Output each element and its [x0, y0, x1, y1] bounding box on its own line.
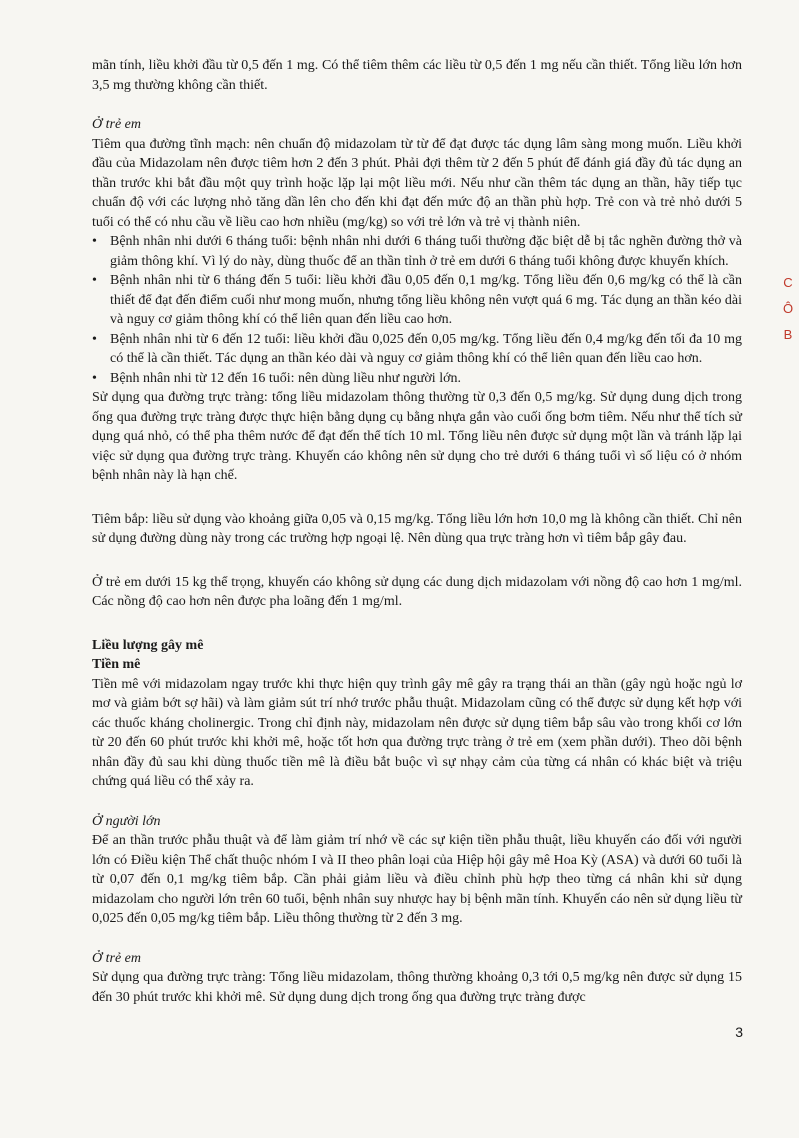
paragraph-iv-children: Tiêm qua đường tĩnh mạch: nên chuẩn độ midazolam từ từ để đạt được tác dụng lâm sàng mong muốn. Liều khởi đầu của Midazolam nên được tiêm hơn 2 đến 3 phút. Phải đợi thêm từ 2 đến 5 phút để đánh giá đầy đủ tác dụng an thần trước khi bắt đầu một quy trình hoặc lặp lại một liều mới. Nếu như cần thêm tác dụng an thần, hãy tiếp tục chuẩn độ với các lượng nhỏ tăng dần lên cho đến khi đạt đến mức độ an thần phù hợp. Trẻ con và trẻ nhỏ dưới 5 tuổi có thể có nhu cầu về liều cao hơn nhiều (mg/kg) so với trẻ lớn và trẻ vị thành niên.: [92, 136, 742, 230]
stamp-edge-arc: [783, 580, 799, 654]
paragraph-rectal-children: Sử dụng qua đường trực tràng: tổng liều midazolam thông thường từ 0,3 đến 0,5 mg/kg. Sử dụng dung dịch trong ống qua đường trực tràng được thực hiện bằng dụng cụ bằng nhựa gắn vào cuối ống bơm tiêm. Nếu như thể tích sử dụng quá nhỏ, có thể pha thêm nước để đạt đến thể tích 10 ml. Tổng liều nên được sử dụng một lần và tránh lặp lại việc sử dụng qua đường trực tràng. Khuyến cáo không nên sử dụng cho trẻ dưới 6 tháng tuổi vì số liệu có ở nhóm bệnh nhân này là hạn chế.: [92, 390, 742, 483]
paragraph-rectal-premed: Sử dụng qua đường trực tràng: Tổng liều midazolam, thông thường khoảng 0,3 tới 0,5 mg/kg nên được sử dụng 15 đến 30 phút trước khi khởi mê. Sử dụng dung dịch trong ống qua đường trực tràng được: [92, 970, 742, 1005]
paragraph-under-15kg: Ở trẻ em dưới 15 kg thể trọng, khuyến cáo không sử dụng các dung dịch midazolam với nồng độ cao hơn 1 mg/ml. Các nồng độ cao hơn nên được pha loãng đến 1 mg/ml.: [92, 574, 742, 609]
list-item: • Bệnh nhân nhi từ 12 đến 16 tuổi: nên dùng liều như người lớn.: [92, 369, 742, 389]
heading-children-2: Ở trẻ em: [92, 950, 141, 966]
paragraph-intramuscular: Tiêm bắp: liều sử dụng vào khoảng giữa 0,05 và 0,15 mg/kg. Tổng liều lớn hơn 10,0 mg là không cần thiết. Chỉ nên sử dụng đường dùng này trong các trường hợp ngoại lệ. Nên dùng qua trực tràng hơn vì tiêm bắp gây đau.: [92, 511, 742, 546]
page-number: 3: [735, 1024, 743, 1040]
heading-adults: Ở người lớn: [92, 813, 161, 829]
heading-children-1: Ở trẻ em: [92, 117, 141, 132]
list-item: • Bệnh nhân nhi từ 6 đến 12 tuổi: liều khởi đầu 0,025 đến 0,05 mg/kg. Tổng liều đến 0,4 mg/kg đến tối đa 10 mg có thể là cần thiết. Tác dụng an thần kéo dài và nguy cơ giảm thông khí có thể liên quan đến liều cao hơn.: [92, 330, 742, 369]
paragraph-adult-dose-continued: mãn tính, liều khởi đầu từ 0,5 đến 1 mg. Có thể tiêm thêm các liều từ 0,5 đến 1 mg nếu cần thiết. Tổng liều lớn hơn 3,5 mg thường không cần thiết.: [92, 58, 742, 93]
list-item: • Bệnh nhân nhi từ 6 tháng đến 5 tuổi: liều khởi đầu 0,05 đến 0,1 mg/kg. Tổng liều đến 0,6 mg/kg có thể là cần thiết để đạt đến điểm cuối như mong muốn, nhưng tổng liều không nên vượt quá 6 mg. Tác dụng an thần kéo dài và nguy cơ giảm thông khí có thể liên quan đến liều cao hơn.: [92, 271, 742, 330]
stamp-edge-text: C Ô B: [782, 275, 794, 342]
heading-anesthesia-dosage: Liều lượng gây mê: [92, 637, 204, 653]
paragraph-premedication: Tiền mê với midazolam ngay trước khi thực hiện quy trình gây mê gây ra trạng thái an thần (gây ngủ hoặc ngủ lơ mơ và giảm bớt sợ hãi) và làm giảm sút trí nhớ trước phẫu thuật. Midazolam cũng có thể được sử dụng kết hợp với các thuốc kháng cholinergic. Trong chỉ định này, midazolam nên được sử dụng tiêm bắp sâu vào trong khối cơ lớn từ 20 đến 60 phút trước khi khởi mê, hoặc tốt hơn qua đường trực tràng ở trẻ em (xem phần dưới). Theo dõi bệnh nhân đầy đủ sau khi dùng thuốc tiền mê là điều bắt buộc vì sự nhạy cảm của từng cá nhân có khác biệt và triệu chứng quá liều có thể xảy ra.: [92, 676, 742, 789]
document-body: [92, 56, 742, 1007]
list-item: • Bệnh nhân nhi dưới 6 tháng tuổi: bệnh nhân nhi dưới 6 tháng tuổi thường đặc biệt dễ bị tắc nghẽn đường thở và giảm thông khí. Vì lý do này, dùng thuốc để an thần tỉnh ở trẻ em dưới 6 tháng tuổi không được khuyến khích.: [92, 232, 742, 271]
paragraph-adults-premed: Để an thần trước phẫu thuật và để làm giảm trí nhớ về các sự kiện tiền phẫu thuật, liều khuyến cáo đối với người lớn có Điều kiện Thể chất thuộc nhóm I và II theo phân loại của Hiệp hội gây mê Hoa Kỳ (ASA) và dưới 60 tuổi là từ 0,07 đến 0,1 mg/kg tiêm bắp. Cần phải giảm liều và điều chỉnh phù hợp theo từng cá nhân khi sử dụng midazolam cho người lớn trên 60 tuổi, bệnh nhân suy nhược hay bị bệnh mãn tính. Khuyến cáo nên sử dụng liều từ 0,025 đến 0,05 mg/kg tiêm bắp. Liều thông thường từ 2 đến 3 mg.: [92, 833, 742, 926]
pediatric-dose-list: [92, 232, 742, 388]
heading-premedication: Tiền mê: [92, 657, 141, 672]
